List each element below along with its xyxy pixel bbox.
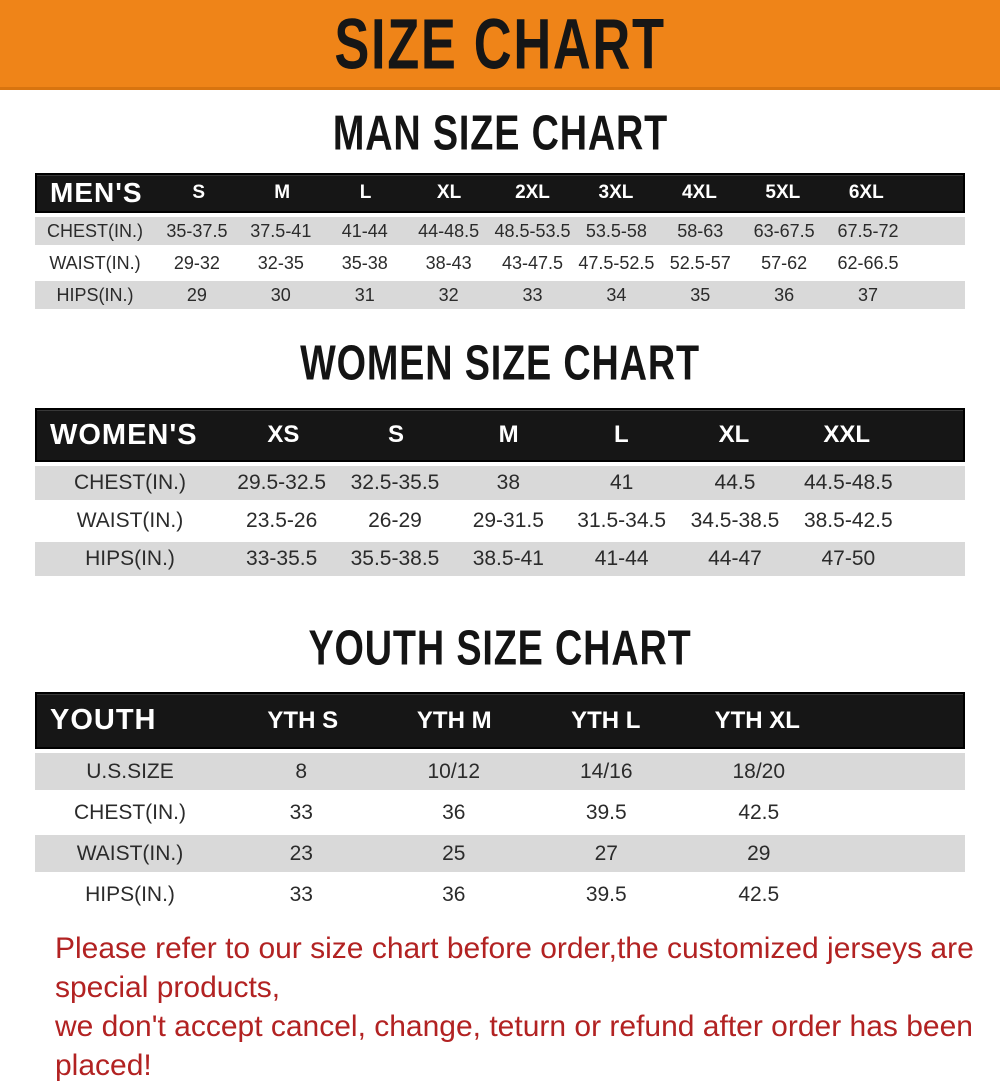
cell: 29 [747, 841, 771, 865]
man-table-header-row [35, 173, 965, 213]
cell: 33 [289, 800, 313, 824]
column-header: S [192, 182, 206, 203]
women-table-corner-label: WOMEN'S [50, 418, 198, 451]
cell: 34.5-38.5 [690, 509, 780, 532]
row-label: HIPS(IN.) [56, 284, 134, 305]
cell: 36 [442, 882, 466, 906]
youth-size-table [35, 692, 965, 913]
cell: 32-35 [257, 252, 304, 273]
cell: 48.5-53.5 [494, 220, 571, 241]
cell: 33 [522, 284, 543, 305]
column-header: 5XL [765, 182, 801, 203]
cell: 14/16 [579, 759, 633, 783]
man-size-table [35, 173, 965, 309]
row-label: CHEST(IN.) [74, 800, 186, 824]
cell: 38.5-41 [472, 547, 544, 570]
row-label: WAIST(IN.) [49, 252, 141, 273]
cell: 52.5-57 [669, 252, 731, 273]
column-header: XXL [823, 421, 870, 448]
page-title [298, 3, 702, 84]
row-label: HIPS(IN.) [85, 882, 175, 906]
cell: 38 [496, 471, 520, 494]
column-header: 3XL [598, 182, 634, 203]
man-section-title: MAN SIZE CHART [332, 104, 668, 161]
cell: 42.5 [738, 800, 780, 824]
cell: 23 [289, 841, 313, 865]
cell: 29 [186, 284, 207, 305]
column-header: L [613, 421, 629, 448]
cell: 43-47.5 [501, 252, 564, 273]
column-header: 2XL [515, 182, 550, 203]
table-row [35, 466, 965, 500]
column-header: M [498, 421, 519, 448]
cell: 25 [442, 841, 466, 865]
column-header: 4XL [681, 182, 717, 203]
table-row [35, 504, 965, 538]
table-row [35, 542, 965, 576]
cell: 38.5-42.5 [803, 509, 893, 532]
table-row [35, 835, 965, 872]
women-table-header-row [35, 408, 965, 462]
cell: 32 [438, 284, 459, 305]
youth-table-header-row [35, 692, 965, 749]
cell: 44-47 [708, 547, 762, 570]
column-header: YTH M [416, 706, 492, 734]
cell: 53.5-58 [585, 220, 647, 241]
table-row [35, 217, 965, 245]
cell: 58-63 [677, 220, 724, 241]
cell: 35.5-38.5 [350, 547, 440, 570]
row-label: U.S.SIZE [86, 759, 174, 783]
cell: 31.5-34.5 [577, 509, 667, 532]
column-header: S [387, 421, 404, 448]
column-header: XL [718, 421, 750, 448]
cell: 26-29 [368, 509, 422, 532]
cell: 44-48.5 [418, 220, 480, 241]
cell: 67.5-72 [837, 220, 899, 241]
cell: 8 [295, 759, 308, 783]
row-label: CHEST(IN.) [47, 220, 143, 241]
table-row [35, 753, 965, 790]
cell: 29-32 [173, 252, 220, 273]
cell: 29.5-32.5 [237, 471, 327, 494]
column-header: XL [436, 182, 462, 203]
cell: 35-38 [341, 252, 388, 273]
cell: 31 [354, 284, 375, 305]
cell: 36 [774, 284, 795, 305]
cell: 18/20 [732, 759, 786, 783]
cell: 29-31.5 [472, 509, 544, 532]
cell: 41-44 [594, 547, 649, 570]
column-header: XS [267, 421, 300, 448]
cell: 32.5-35.5 [350, 471, 440, 494]
cell: 33-35.5 [246, 547, 318, 570]
youth-section-title: YOUTH SIZE CHART [308, 619, 692, 676]
row-label: CHEST(IN.) [74, 471, 186, 494]
cell: 10/12 [427, 759, 481, 783]
cell: 37 [858, 284, 879, 305]
youth-table-corner-label: YOUTH [50, 704, 157, 736]
cell: 47.5-52.5 [578, 252, 655, 273]
cell: 41 [609, 471, 634, 494]
cell: 39.5 [585, 882, 627, 906]
column-header: 6XL [848, 182, 884, 203]
disclaimer-line: we don't accept cancel, change, teturn or refund after order has been placed! [55, 1010, 973, 1082]
size-chart-banner [0, 0, 1000, 90]
disclaimer-line: Please refer to our size chart before order,the customized jerseys are special products, [55, 932, 974, 1004]
disclaimer-note [55, 929, 1000, 1085]
cell: 44.5 [714, 471, 756, 494]
row-label: WAIST(IN.) [76, 509, 184, 532]
cell: 34 [606, 284, 627, 305]
table-row [35, 249, 965, 277]
column-header: L [359, 182, 372, 203]
column-header: M [274, 182, 291, 203]
cell: 35 [690, 284, 711, 305]
cell: 36 [442, 800, 466, 824]
row-label: HIPS(IN.) [85, 547, 175, 570]
cell: 27 [594, 841, 618, 865]
cell: 30 [270, 284, 291, 305]
column-header: YTH S [267, 706, 339, 734]
women-size-table [35, 408, 965, 576]
man-table-corner-label: MEN'S [50, 177, 143, 208]
cell: 42.5 [738, 882, 780, 906]
cell: 57-62 [761, 252, 808, 273]
column-header: YTH L [571, 706, 641, 734]
cell: 44.5-48.5 [803, 471, 893, 494]
cell: 38-43 [425, 252, 472, 273]
cell: 37.5-41 [250, 220, 312, 241]
women-section-title: WOMEN SIZE CHART [300, 334, 700, 391]
page-title-text: SIZE CHART [334, 3, 666, 84]
row-label: WAIST(IN.) [76, 841, 184, 865]
cell: 47-50 [821, 547, 876, 570]
table-row [35, 794, 965, 831]
table-row [35, 281, 965, 309]
column-header: YTH XL [714, 706, 800, 734]
cell: 41-44 [341, 220, 388, 241]
table-row [35, 876, 965, 913]
cell: 62-66.5 [837, 252, 899, 273]
cell: 33 [289, 882, 313, 906]
cell: 39.5 [585, 800, 627, 824]
cell: 23.5-26 [246, 509, 318, 532]
cell: 63-67.5 [753, 220, 815, 241]
cell: 35-37.5 [166, 220, 228, 241]
